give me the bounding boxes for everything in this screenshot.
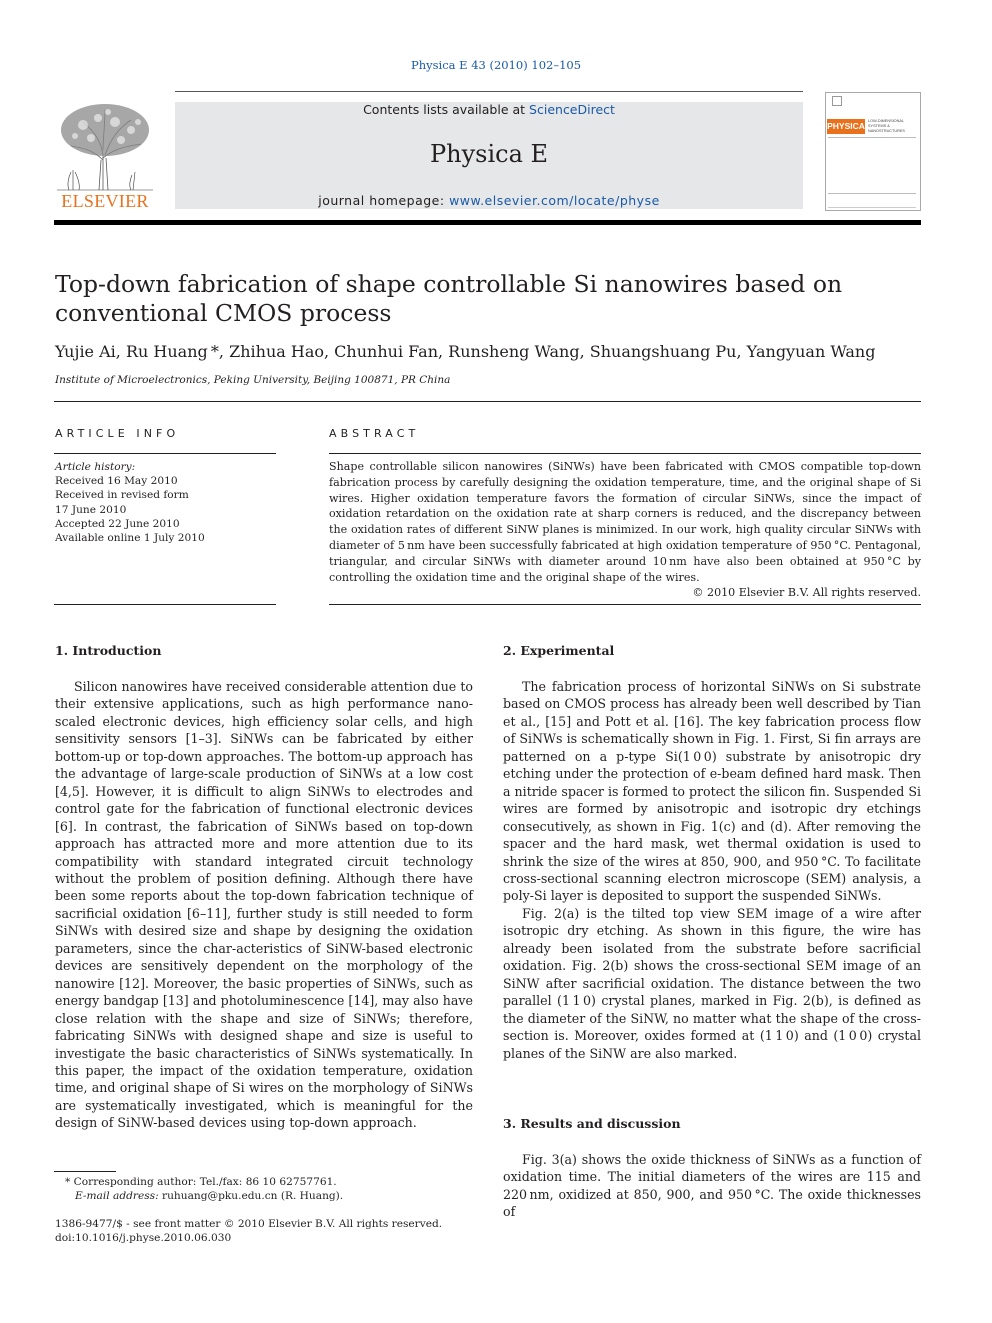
doi-line[interactable]: doi:10.1016/j.physe.2010.06.030 (55, 1232, 232, 1244)
email-address[interactable]: ruhuang@pku.edu.cn (R. Huang). (158, 1190, 344, 1202)
affiliation: Institute of Microelectronics, Peking University, Beijing 100871, PR China (55, 374, 451, 386)
email-label: E-mail address: (75, 1190, 159, 1202)
article-title-line: Top-down fabrication of shape controllable Si nanowires based on (55, 270, 843, 298)
cover-divider (828, 137, 916, 138)
section-heading-experimental: 2. Experimental (503, 643, 615, 658)
paragraph: Fig. 2(a) is the tilted top view SEM image of a wire after isotropic dry etching. As shown in this figure, the wire has already been isolated from the substrate before sacrificial oxidation. Fig. 2(b) shows the cross-sectional SEM image of an SiNW after sacrificial oxidation. The distance between the two parallel (1 1 0) crystal planes, marked in Fig. 2(b), is defined as the diameter of the SiNW, no matter what the shape of the cross-section is. Moreover, oxides formed at (1 1 0) and (1 0 0) crystal planes of the SiNW are also marked. (503, 905, 921, 1061)
article-info-rule (54, 453, 276, 454)
article-title (55, 270, 915, 328)
issn-line: 1386-9477/$ - see front matter © 2010 Elsevier B.V. All rights reserved. (55, 1218, 443, 1230)
elsevier-wordmark: ELSEVIER (61, 191, 149, 211)
homepage-link[interactable]: www.elsevier.com/locate/physe (449, 193, 660, 208)
history-label: Article history: (55, 461, 136, 473)
abstract-text: Shape controllable silicon nanowires (SiNWs) have been fabricated with CMOS compatible top-down fabrication process by carefully designing the oxidation temperature, time, and the original shape of Si wires. Higher oxidation temperature favors the formation of circular SiNWs, since the impact of oxidation retardation on the oxidation rate at sharp corners is reduced, and the discrepancy between the oxidation rates of different SiNW planes is minimized. In our work, high quality circular SiNWs with diameter of 5 nm have been successfully fabricated at high oxidation temperature of 950 °C. Pentagonal, triangular, and circular SiNWs with diameter around 10 nm have also been obtained at 950 °C by controlling the oxidation time and the original shape of the wires. (329, 460, 921, 584)
journal-banner (175, 102, 803, 209)
cover-footer-line (828, 207, 916, 208)
experimental-body (503, 678, 921, 1062)
footnote-corresponding: * Corresponding author: Tel./fax: 86 10 62757761. (65, 1176, 337, 1188)
history-accepted: Accepted 22 June 2010 (55, 517, 180, 530)
sciencedirect-link[interactable]: ScienceDirect (529, 102, 615, 117)
elsevier-tree-icon (53, 100, 157, 192)
cover-subtitle: LOW-DIMENSIONAL SYSTEMS & NANOSTRUCTURES (868, 119, 905, 133)
journal-name: Physica E (429, 140, 549, 168)
section-heading-results: 3. Results and discussion (503, 1116, 681, 1131)
cover-title: PHYSICA (827, 119, 865, 134)
paragraph: The fabrication process of horizontal SiNWs on Si substrate based on CMOS process has already been well described by Tian et al., [15] and Pott et al. [16]. The key fabrication process flow of SiNWs is schematically shown in Fig. 1. First, Si fin arrays are patterned on a p-type Si(1 0 0) substrate by anisotropic dry etching under the protection of e-beam defined hard mask. Then a nitride spacer is formed to protect the silicon fin. Suspended Si wires are formed by anisotropic and isotropic dry etchings consecutively, as shown in Fig. 1(c) and (d). After removing the spacer and the hard mask, wet thermal oxidation is used to shrink the size of the wires at 850, 900, and 950 °C. To facilitate cross-sectional scanning electron microscope (SEM) analysis, a poly-Si layer is deposited to support the suspended SiNWs. (503, 679, 921, 904)
abstract-rule (329, 453, 921, 454)
homepage-line (175, 193, 803, 208)
footnote-email (75, 1189, 343, 1203)
results-body (503, 1151, 921, 1221)
cover-logo-icon (832, 96, 842, 106)
abstract-heading: ABSTRACT (329, 427, 420, 440)
paragraph: Silicon nanowires have received considerable attention due to their extensive applications, such as high performance nano-scaled electronic devices, high efficiency solar cells, and high sensitivity sensors [1–3]. SiNWs can be fabricated by either bottom-up or top-down approaches. The bottom-up approach has the advantage of large-scale production of SiNWs at a low cost [4,5]. However, it is difficult to align SiNWs to electrodes and control gate for the fabrication of functional electronic devices [6]. In contrast, the fabrication of SiNWs based on top-down approach has attracted more and more attention due to its compatibility with standard integrated circuit technology without the problem of position defining. Although there have been some reports about the top-down fabrication technique of sacrificial oxidation [6–11], further study is still needed to form SiNWs with desired size and shape by designing the oxidation parameters, since the char-acteristics of SiNW-based electronic devices are sensitively dependent on the morphology of the nanowire [12]. Moreover, the basic properties of SiNWs, such as energy bandgap [13] and photoluminescence [14], may also have close relation with the shape and size of SiNWs; therefore, fabricating SiNWs with designed shape and size is useful to investigate the basic characteristics of SiNWs systematically. In this paper, the impact of the oxidation temperature, oxidation time, and original shape of Si wires on the morphology of SiNWs are systematically investigated, which is meaningful for the design of SiNW-based devices using top-down approach. (55, 679, 473, 1131)
article-history (55, 460, 275, 545)
history-received: Received 16 May 2010 (55, 475, 178, 488)
cover-divider (828, 193, 916, 194)
contents-prefix: Contents lists available at (363, 102, 530, 117)
title-divider (54, 401, 921, 402)
history-revised: Received in revised form (55, 489, 189, 502)
journal-citation[interactable]: Physica E 43 (2010) 102–105 (410, 58, 582, 72)
elsevier-logo[interactable] (53, 100, 157, 212)
article-info-heading: ARTICLE INFO (55, 427, 180, 440)
section-heading-introduction: 1. Introduction (55, 643, 162, 658)
footnote-rule (54, 1171, 116, 1172)
homepage-prefix: journal homepage: (318, 193, 450, 208)
header-thick-rule (54, 220, 921, 225)
abstract-bottom-rule (329, 604, 921, 605)
journal-cover-thumbnail[interactable] (825, 92, 921, 211)
contents-line (175, 102, 803, 117)
abstract-copyright: © 2010 Elsevier B.V. All rights reserved. (692, 586, 921, 599)
article-info-bottom-rule (54, 604, 276, 605)
header-top-rule (175, 91, 803, 92)
paragraph: Fig. 3(a) shows the oxide thickness of SiNWs as a function of oxidation time. The initial diameters of the wires are 115 and 220 nm, oxidized at 850, 900, and 950 °C. The oxide thicknesses of (503, 1152, 921, 1220)
article-title-line: conventional CMOS process (55, 299, 392, 327)
history-online: Available online 1 July 2010 (55, 532, 205, 545)
author-list: Yujie Ai, Ru Huang *, Zhihua Hao, Chunhui Fan, Runsheng Wang, Shuangshuang Pu, Yangyuan Wang (55, 342, 876, 361)
history-revised-date: 17 June 2010 (55, 503, 127, 516)
introduction-body (55, 678, 473, 1132)
